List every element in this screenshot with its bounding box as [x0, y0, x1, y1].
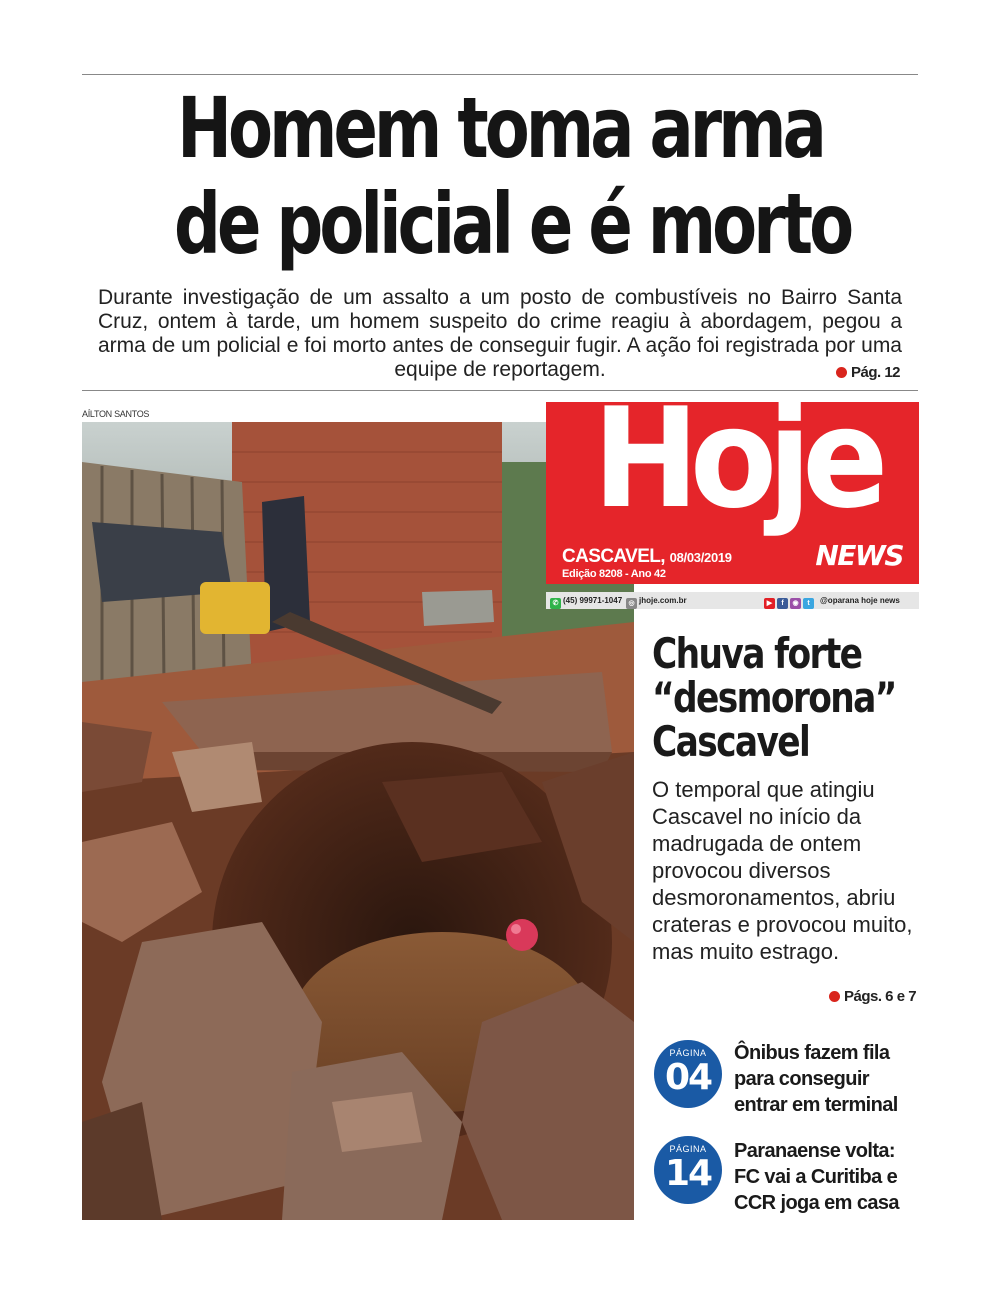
- twitter-icon[interactable]: t: [803, 598, 814, 609]
- headline-page-ref-text: Pág. 12: [851, 364, 901, 381]
- main-story-title-line-2: “desmorona”: [652, 673, 896, 722]
- main-story-title-line-1: Chuva forte: [652, 629, 862, 678]
- teaser-text[interactable]: Ônibus fazem fila para conseguir entrar em terminal: [734, 1042, 898, 1116]
- teaser-page-label: PÁGINA: [669, 1144, 707, 1154]
- headline-line-1: Homem toma arma: [177, 79, 823, 177]
- social-icons: [764, 592, 816, 609]
- red-dot-icon: [836, 367, 847, 378]
- facebook-icon[interactable]: f: [777, 598, 788, 609]
- top-rule: [82, 74, 918, 75]
- masthead-news-logo: NEWS: [815, 539, 903, 572]
- masthead-logo: Hoje: [592, 378, 880, 539]
- contact-site-text: jhoje.com.br: [639, 596, 687, 605]
- main-story-page-ref-text: Págs. 6 e 7: [844, 988, 917, 1005]
- teaser-page-badge[interactable]: [654, 1040, 722, 1108]
- contact-handle[interactable]: @oparana hoje news: [820, 596, 900, 605]
- youtube-icon[interactable]: ▶: [764, 598, 775, 609]
- main-headline: [173, 79, 851, 273]
- masthead: [546, 378, 919, 584]
- instagram-icon[interactable]: ◉: [790, 598, 801, 609]
- photo-credit: AÍLTON SANTOS: [82, 409, 150, 419]
- teaser-page-label: PÁGINA: [669, 1048, 707, 1058]
- masthead-dateline: [562, 547, 732, 568]
- headline-line-2: de policial e é morto: [173, 175, 851, 273]
- teaser-text[interactable]: Paranaense volta: FC vai a Curitiba e CCR joga em casa: [734, 1140, 899, 1214]
- teaser-page-number: 04: [664, 1057, 712, 1098]
- contact-bar: [546, 592, 919, 609]
- teaser-page-badge[interactable]: [654, 1136, 722, 1204]
- masthead-city: CASCAVEL,: [562, 546, 665, 567]
- whatsapp-icon: ✆: [550, 598, 561, 609]
- masthead-edition: Edição 8208 - Ano 42: [562, 568, 666, 580]
- contact-site[interactable]: [626, 592, 687, 609]
- main-story-title-line-3: Cascavel: [652, 717, 810, 766]
- teaser-page-number: 14: [664, 1153, 712, 1194]
- masthead-date: 08/03/2019: [669, 550, 732, 565]
- red-dot-icon: [829, 991, 840, 1002]
- headline-lede: Durante investigação de um assalto a um posto de combustíveis no Bairro Santa Cruz, ontem à tarde, um homem suspeito do crime reagiu à abordagem, pegou a arma de um policial e foi morto antes de conseguir fugir. A ação foi registrada por uma equipe de reportagem.: [98, 286, 902, 381]
- contact-phone[interactable]: [550, 592, 622, 609]
- main-story-text: O temporal que atingiu Cascavel no início da madrugada de ontem provocou diversos desmoronamentos, abriu crateras e provocou muito, mas muito estrago.: [652, 777, 913, 964]
- main-story-page-ref: [829, 988, 916, 1005]
- main-story-title: [652, 629, 896, 766]
- contact-phone-text: (45) 99971-1047: [563, 596, 623, 605]
- globe-icon: ◎: [626, 598, 637, 609]
